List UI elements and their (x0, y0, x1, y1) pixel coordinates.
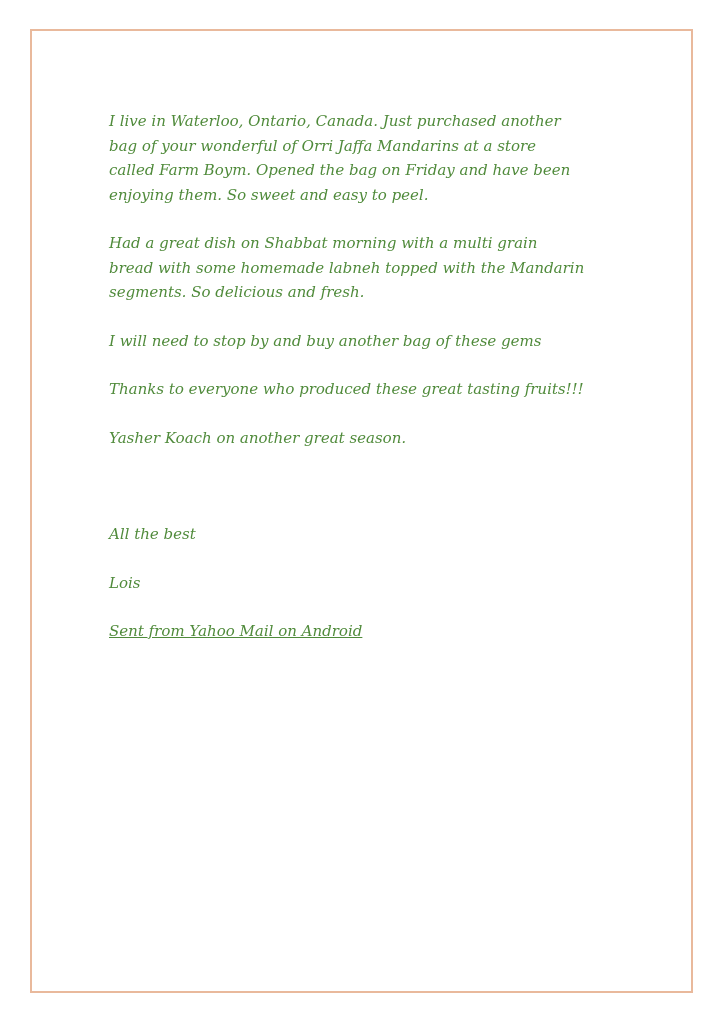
letter-body (109, 109, 629, 644)
paragraph-intro-line: called Farm Boym. Opened the bag on Friday and have been (109, 161, 571, 179)
paragraph-dish-line: Had a great dish on Shabbat morning with a multi grain (109, 234, 538, 252)
signature: Lois (109, 573, 141, 592)
paragraph-intro-line: enjoying them. So sweet and easy to peel. (109, 185, 429, 204)
paragraph-dish (109, 231, 629, 305)
paragraph-thanks: Thanks to everyone who produced these great tasting fruits!!! (109, 380, 584, 398)
paragraph-intro-line: I live in Waterloo, Ontario, Canada. Just purchased another (109, 112, 561, 130)
yahoo-mail-link[interactable]: Sent from Yahoo Mail on Android (109, 622, 363, 640)
paragraph-yasher-koach: Yasher Koach on another great season. (109, 428, 407, 447)
paragraph-intro-line: bag of your wonderful of Orri Jaffa Mandarins at a store (109, 136, 537, 155)
paragraph-dish-line: segments. So delicious and fresh. (109, 283, 365, 301)
paragraph-dish-line: bread with some homemade labneh topped with the Mandarin (109, 258, 585, 277)
closing-line: All the best (109, 525, 196, 543)
paragraph-intro (109, 109, 629, 207)
paragraph-buy-more: I will need to stop by and buy another bag of these gems (109, 331, 542, 350)
